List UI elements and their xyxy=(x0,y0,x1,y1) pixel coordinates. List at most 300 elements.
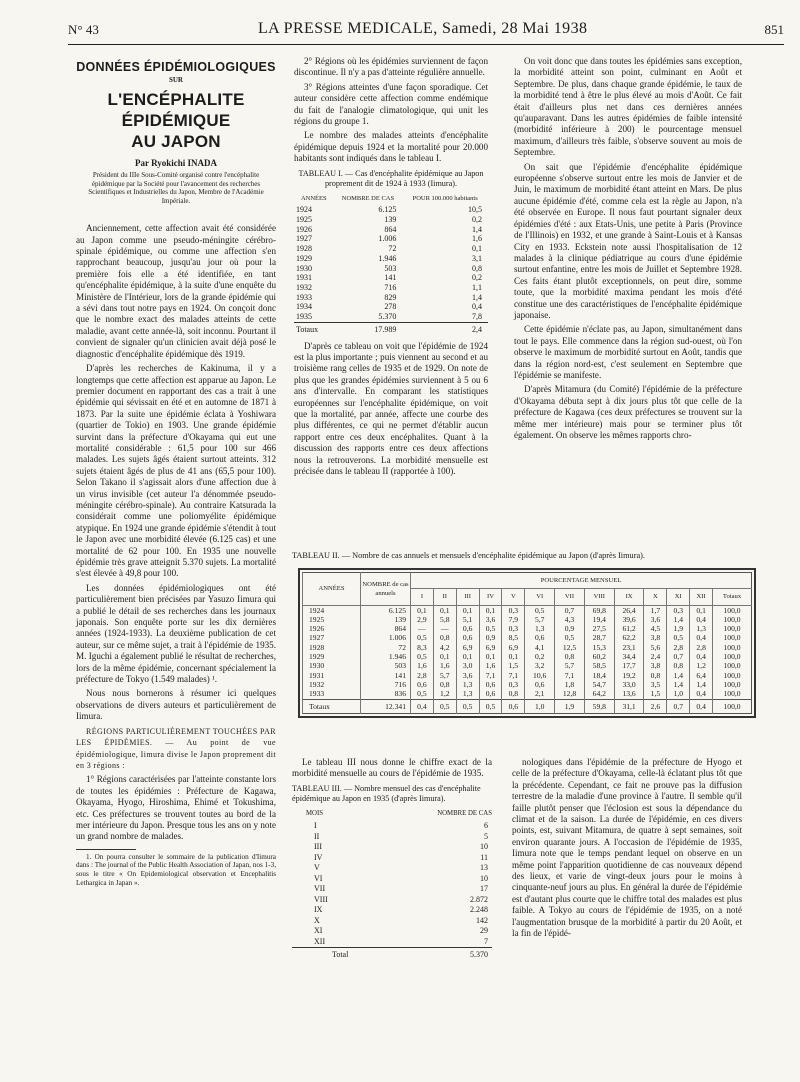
table2-pct: 39,6 xyxy=(614,615,644,624)
table2-row xyxy=(303,615,752,624)
table1-cell: 0,8 xyxy=(472,263,482,273)
table2-pct: 0,7 xyxy=(555,605,585,615)
article-title-line2: AU JAPON xyxy=(131,131,221,151)
table2-pct: 0,6 xyxy=(456,624,479,633)
table2-pct: 23,1 xyxy=(614,643,644,652)
table1-row xyxy=(294,215,488,225)
table1-total-cell: 17.989 xyxy=(334,322,403,334)
table2-pct: 0,6 xyxy=(525,680,555,689)
table2-header-cases: NOMBRE de cas annuels xyxy=(361,573,411,606)
article-author: Par Ryokichi INADA xyxy=(134,157,218,168)
table2-pct: 0,5 xyxy=(411,689,434,699)
table3-row xyxy=(292,905,492,916)
table3-month: V xyxy=(314,863,320,873)
table2-cases: 1.006 xyxy=(361,633,411,642)
table3-month: IV xyxy=(314,852,323,862)
table1-row xyxy=(294,312,488,322)
table2-total-pct: 0,7 xyxy=(667,699,690,713)
table1-cell: 139 xyxy=(384,215,397,225)
table2-pct: 10,6 xyxy=(525,671,555,680)
table3-month: XII xyxy=(314,936,326,946)
table2-frame xyxy=(298,568,756,718)
table2-year: 1932 xyxy=(303,680,361,689)
table2-year: 1930 xyxy=(303,661,361,670)
table2-pct: 3,6 xyxy=(456,671,479,680)
table2-pct: 61,2 xyxy=(614,624,644,633)
table2-pct: 0,8 xyxy=(555,652,585,661)
table2-row xyxy=(303,689,752,699)
table2-month-header: VII xyxy=(555,589,585,605)
table2-pct: 0,8 xyxy=(644,671,667,680)
table3-header: NOMBRE DE CAS xyxy=(437,809,492,817)
table2-cases: 836 xyxy=(361,689,411,699)
table3-month: VI xyxy=(314,873,323,883)
table2-pct: 0,8 xyxy=(433,633,456,642)
table3-row xyxy=(292,916,492,927)
table2-pct: 100,0 xyxy=(713,605,752,615)
table3-value: 7 xyxy=(484,936,488,946)
table1-cell: 0,4 xyxy=(472,302,482,312)
table2-header-years: ANNÉES xyxy=(303,573,361,606)
column-bottom-middle xyxy=(292,757,492,961)
table3-month: III xyxy=(314,842,322,852)
table1-cell: 0,1 xyxy=(472,244,482,254)
table2-pct: 0,4 xyxy=(690,652,713,661)
paragraph: Le nombre des malades atteints d'encéphalite épidémique depuis 1924 et la mortalité pour 20.000 habitants sont indiqués dans le tableau I. xyxy=(294,130,488,164)
table1-row xyxy=(294,244,488,254)
table2-pct: 5,7 xyxy=(555,661,585,670)
table2-pct: 0,1 xyxy=(433,605,456,615)
table2-month-header: Totaux xyxy=(713,589,752,605)
table2-row xyxy=(303,643,752,652)
table2-pct: 0,4 xyxy=(690,615,713,624)
table2-pct: 1,8 xyxy=(555,680,585,689)
table2-pct: 0,5 xyxy=(667,633,690,642)
table3-value: 5 xyxy=(484,831,488,841)
table2-pct: 0,6 xyxy=(525,633,555,642)
table2-pct: 0,5 xyxy=(525,605,555,615)
issue-number: N° 43 xyxy=(68,22,99,37)
table1-cell: 3,1 xyxy=(472,253,482,263)
table2-total-pct: 0,4 xyxy=(690,699,713,713)
table3-value: 2.248 xyxy=(470,905,488,915)
table2-pct: 4,1 xyxy=(525,643,555,652)
table2-cases: 864 xyxy=(361,624,411,633)
table2-caption: TABLEAU II. — Nombre de cas annuels et mensuels d'encéphalite épidémique au Japon (d'après Iimura). xyxy=(292,551,645,560)
table3-value: 10 xyxy=(480,842,488,852)
table3-row xyxy=(292,821,492,832)
table3-row xyxy=(292,863,492,874)
table2-total-pct: 0,6 xyxy=(502,699,525,713)
paragraph: D'après ce tableau on voit que l'épidémie de 1924 est la plus importante ; puis viennent au second et au troisième rang celles de 1935 et de 1929. On note de plus que les grandes épidémies surviennent à 5 ou 6 ans d'intervalle. En comparant les statistiques européennes sur l'encéphalite épidémique, on voit que la mortalité, par année, affecte une courbe des plus différentes, ce qui ne permet d'établir aucun rapport entre ces deux encéphalites. Quant à la discussion des rapports entre ces deux affections nous la retrouverons. La morbidité mensuelle est précisée dans le tableau II (rapportée à 100). xyxy=(294,340,488,476)
table3-row xyxy=(292,895,492,906)
paragraph: On sait que l'épidémie d'encéphalite épidémique européenne s'observe surtout entre les mois de Janvier et de Juin, le maximum de morbidité étant atteint en Mars. De plus aucune épidémie d'été, comme cela est la règle au Japon, n'a été observée en Europe. Il nous faut pourtant signaler deux épidémies d'été : aux Etats-Unis, une petite à Paris (Province de l'Illinois) en 1932, et une grande à Saint-Louis et à Kansas City en 1933. Eckstein note aussi l'hospitalisation de 12 malades à la clinique pédiatrique au cours d'une épidémie surtout enfantine, entre les mois de Juillet et Septembre 1928. Ces faits étant plutôt exceptionnels, on peut dire, somme toute, que la morbidité maxima pendant les mois d'été constitue une des caractéristiques de l'encéphalite épidémique japonaise. xyxy=(514,161,742,320)
table2-year: 1931 xyxy=(303,671,361,680)
table1-cell: 1928 xyxy=(296,244,312,254)
table3-value: 13 xyxy=(480,863,488,873)
table2-pct: 3,0 xyxy=(456,661,479,670)
table1-cell: 829 xyxy=(384,292,397,302)
table2-pct: 0,5 xyxy=(411,652,434,661)
table1-total-cell: Totaux xyxy=(294,322,334,334)
table2-total-pct: 59,8 xyxy=(584,699,614,713)
table2-pct: 54,7 xyxy=(584,680,614,689)
table1-header: POUR 100.000 habitants xyxy=(412,194,478,202)
table3-value: 2.872 xyxy=(470,894,488,904)
column-left xyxy=(76,62,276,890)
table3-month: VII xyxy=(314,884,326,894)
table2-pct: 27,5 xyxy=(584,624,614,633)
table2-pct: 0,1 xyxy=(411,605,434,615)
table2-pct: 1,4 xyxy=(667,671,690,680)
table2-total-pct: 0,4 xyxy=(411,699,434,713)
table3-caption: TABLEAU III. — Nombre mensuel des cas d'encéphalite épidémique au Japon en 1935 (d'après Iimura). xyxy=(292,783,481,803)
table2-pct: 17,7 xyxy=(614,661,644,670)
table2-pct: 1,4 xyxy=(690,680,713,689)
table2-pct: 0,9 xyxy=(555,624,585,633)
table2-row xyxy=(303,624,752,633)
table3-value: 6 xyxy=(484,821,488,831)
table1-cell: 1929 xyxy=(296,253,312,263)
table1 xyxy=(294,194,488,335)
table2-pct: 33,0 xyxy=(614,680,644,689)
table1-cell: 0,2 xyxy=(472,273,482,283)
table2-total-pct: 1,0 xyxy=(525,699,555,713)
table1-cell: 1934 xyxy=(296,302,312,312)
table1-cell: 7,8 xyxy=(472,312,482,322)
table2-pct: 3,6 xyxy=(479,615,502,624)
table2-pct: 1,3 xyxy=(456,689,479,699)
table2-pct: 60,2 xyxy=(584,652,614,661)
table2-pct: 100,0 xyxy=(713,689,752,699)
table3-month: II xyxy=(314,831,320,841)
table2-year: 1929 xyxy=(303,652,361,661)
table2-pct: 62,2 xyxy=(614,633,644,642)
column-middle xyxy=(294,56,488,480)
table2-pct: 4,3 xyxy=(555,615,585,624)
table2-pct: 28,7 xyxy=(584,633,614,642)
table2-row xyxy=(303,661,752,670)
table2-pct: 100,0 xyxy=(713,661,752,670)
table1-cell: 1935 xyxy=(296,312,312,322)
table2-pct: 0,8 xyxy=(502,689,525,699)
table2-total-pct: 0,5 xyxy=(456,699,479,713)
table1-row xyxy=(294,283,488,293)
table1-cell: 1.006 xyxy=(378,234,397,244)
table2-pct: 1,3 xyxy=(525,624,555,633)
table2-month-header: X xyxy=(644,589,667,605)
table2-pct: 1,6 xyxy=(411,661,434,670)
table2-pct: 7,1 xyxy=(502,671,525,680)
table2-pct: 3,8 xyxy=(644,633,667,642)
paragraph: Les données épidémiologiques ont été particulièrement bien précisées par Yasuzo Iimura qui a publié le détail de ses recherches dans les journaux japonais. Son enquête porte sur les dix dernières années (1924-1933). La deuxième publication de cet auteur, sur ce même sujet, a trait à l'épidémie de 1935. M. Iguchi a également publié le résultat de recherches, lors de la même épidémie, concernant spécialement la préfecture de Tokyo (1.549 malades) ¹. xyxy=(76,582,276,685)
table2-pct: 0,5 xyxy=(479,624,502,633)
table2-pct: 19,4 xyxy=(584,615,614,624)
table2-pct: 2,4 xyxy=(644,652,667,661)
table2-cases: 139 xyxy=(361,615,411,624)
table1-row xyxy=(294,302,488,312)
table1-cell: 1925 xyxy=(296,215,312,225)
table2-pct: 1,4 xyxy=(667,615,690,624)
table2-pct: 0,7 xyxy=(667,652,690,661)
table2-pct: 1,5 xyxy=(502,661,525,670)
table2-pct: 2,9 xyxy=(411,615,434,624)
table2-pct: 3,2 xyxy=(525,661,555,670)
table1-cell: 1,4 xyxy=(472,224,482,234)
table2-pct: 1,3 xyxy=(456,680,479,689)
table2-pct: 1,2 xyxy=(690,661,713,670)
table1-cell: 1933 xyxy=(296,292,312,302)
table2 xyxy=(302,572,752,714)
table2-year: 1928 xyxy=(303,643,361,652)
table2-month-header: VIII xyxy=(584,589,614,605)
table2-total-cases: 12.341 xyxy=(361,699,411,713)
table2-row xyxy=(303,633,752,642)
table1-caption: TABLEAU I. — Cas d'encéphalite épidémique au Japon proprement dit de 1924 à 1933 (Iimura). xyxy=(298,168,484,188)
table2-pct: 0,6 xyxy=(479,689,502,699)
table2-month-header: I xyxy=(411,589,434,605)
column-bottom-right xyxy=(512,757,742,943)
table1-cell: 1932 xyxy=(296,282,312,292)
table2-pct: 0,3 xyxy=(502,605,525,615)
author-affiliation: Président du IIIe Sous-Comité organisé contre l'encéphalite épidémique par la Société pour l'avancement des recherches Scientifiques et Industrielles du Japon, Membre de l'Académie Impériale. xyxy=(88,171,264,205)
table1-row xyxy=(294,293,488,303)
table3-month: X xyxy=(314,915,320,925)
table3-header: MOIS xyxy=(306,809,323,817)
table1-total-cell: 2,4 xyxy=(402,322,488,334)
table3-value: 11 xyxy=(480,852,488,862)
table2-pct: 0,1 xyxy=(479,605,502,615)
table2-month-header: IX xyxy=(614,589,644,605)
table2-cases: 72 xyxy=(361,643,411,652)
table2-month-header: XI xyxy=(667,589,690,605)
table2-year: 1926 xyxy=(303,624,361,633)
table2-pct: 0,9 xyxy=(479,633,502,642)
table2-pct: 0,1 xyxy=(502,652,525,661)
table2-pct: 100,0 xyxy=(713,680,752,689)
table3-row xyxy=(292,832,492,843)
table2-total-pct: 1,9 xyxy=(555,699,585,713)
table3-value: 29 xyxy=(480,926,488,936)
table2-pct: 0,3 xyxy=(502,680,525,689)
table1-row xyxy=(294,205,488,215)
paragraph: 1° Régions caractérisées par l'atteinte constante lors de toutes les épidémies : Préfecture de Kagawa, Okayama, Hyogo, Hiroshima, Ehimé et Tokushima, etc. Ces préfectures se trouvent toutes au bord de la mer intérieure du Japon. Presque tous les ans on y note un grand nombre de malades. xyxy=(76,774,276,842)
table2-header-pct: POURCENTAGE MENSUEL xyxy=(411,573,752,589)
running-head xyxy=(68,18,784,42)
table2-pct: 1,4 xyxy=(667,680,690,689)
table3-month: VIII xyxy=(314,894,328,904)
table2-cases: 1.946 xyxy=(361,652,411,661)
paragraph: 2° Régions où les épidémies surviennent de façon discontinue. Il n'y a pas d'atteinte régulière annuelle. xyxy=(294,56,488,78)
table3-total-label: Total xyxy=(292,948,393,961)
table3-row xyxy=(292,926,492,937)
table1-cell: 1924 xyxy=(296,205,312,215)
column-right xyxy=(514,56,742,444)
table2-pct: 1,3 xyxy=(690,624,713,633)
journal-title: LA PRESSE MEDICALE, Samedi, 28 Mai 1938 xyxy=(258,20,588,37)
table2-row xyxy=(303,605,752,615)
table2-total-label: Totaux xyxy=(303,699,361,713)
header-rule xyxy=(68,44,784,45)
table3-month: I xyxy=(314,821,317,831)
paragraph: Cette épidémie n'éclate pas, au Japon, simultanément dans tout le pays. Elle commence dans la région sud-ouest, où l'on observe le maximum de morbidité surtout en Août, tandis que dans la région nord-est, c'est seulement en Septembre que l'épidémie se manifeste. xyxy=(514,324,742,380)
table1-cell: 141 xyxy=(384,273,397,283)
table2-pct: 5,8 xyxy=(433,615,456,624)
table2-pct: 13,6 xyxy=(614,689,644,699)
table2-year: 1924 xyxy=(303,605,361,615)
table2-pct: 1,5 xyxy=(644,689,667,699)
table2-pct: 2,1 xyxy=(525,689,555,699)
table1-cell: 1931 xyxy=(296,273,312,283)
paragraph: 3° Régions atteintes d'une façon sporadique. Cet auteur considère cette affection comme endémique du fait de l'analogie climatologique, qui unit les régions du groupe 1. xyxy=(294,81,488,127)
table2-pct: 0,5 xyxy=(411,633,434,642)
article-kicker: DONNÉES ÉPIDÉMIOLOGIQUES xyxy=(76,60,276,74)
table2-total-pct: 31,1 xyxy=(614,699,644,713)
table2-pct: 3,6 xyxy=(644,615,667,624)
table2-pct: 5,6 xyxy=(644,643,667,652)
table1-row xyxy=(294,254,488,264)
table2-pct: 12,5 xyxy=(555,643,585,652)
table3-row xyxy=(292,884,492,895)
table2-year: 1927 xyxy=(303,633,361,642)
table2-pct: 3,8 xyxy=(644,661,667,670)
table2-pct: 34,4 xyxy=(614,652,644,661)
page-number: 851 xyxy=(764,22,784,37)
table3 xyxy=(292,809,492,961)
table1-total-row xyxy=(294,322,488,334)
table1-row xyxy=(294,225,488,235)
table2-pct: 1,2 xyxy=(433,689,456,699)
table2-pct: 4,2 xyxy=(433,643,456,652)
table2-pct: 100,0 xyxy=(713,633,752,642)
table3-row xyxy=(292,853,492,864)
table2-pct: 6,9 xyxy=(502,643,525,652)
table2-pct: 100,0 xyxy=(713,671,752,680)
table3-total-row xyxy=(292,948,492,961)
table3-month: XI xyxy=(314,926,323,936)
table3-value: 17 xyxy=(480,884,488,894)
table2-cases: 503 xyxy=(361,661,411,670)
table1-cell: 10,5 xyxy=(468,205,482,215)
table1-cell: 5.370 xyxy=(378,312,397,322)
table2-month-header: III xyxy=(456,589,479,605)
table1-cell: 716 xyxy=(384,282,397,292)
table2-pct: 8,3 xyxy=(411,643,434,652)
table1-cell: 1927 xyxy=(296,234,312,244)
paragraph: nologiques dans l'épidémie de la préfecture de Hyogo et celle de la préfecture d'Okayama, celle-là éclatant plus tôt que la précédente. Cependant, ce fait ne prouve pas la diffusion terrestre de la maladie d'une province à l'autre. Il semble qu'il faille plutôt penser que l'éclosion est sous la dépendance du climat et de la saison. La durée de l'épidémie, en ces divers points, est, suivant Mitamura, de quatre à sept semaines, soit environ quarante jours. A l'occasion de l'épidémie de 1935, Iimura note que le temps pendant lequel on observe en un même point l'apparition quotidienne de cas nouveaux dépend des lieux, et varie de vingt-deux jours pour le moins à cinquante-neuf jours au plus. En général la durée de l'épidémie est d'autant plus courte que le chiffre total des malades est plus faible. A Tokyo au cours de l'épidémie de 1935, on a noté l'augmentation brusque de la morbidité à partir du 20 Août, et la fin de l'épidé- xyxy=(512,757,742,939)
footnote-rule xyxy=(76,849,136,850)
table1-cell: 1926 xyxy=(296,224,312,234)
table2-row xyxy=(303,671,752,680)
table2-year: 1925 xyxy=(303,615,361,624)
table2-pct: 1,6 xyxy=(479,661,502,670)
paragraph: On voit donc que dans toutes les épidémies sans exception, la morbidité atteint son point, culminant en Août et Septembre. De plus, dans chaque grande épidémie, le taux de la morbidité tend à être le plus élevé au mois d'Août. Ce fait était d'ailleurs plus net dans ces dernières années qu'auparavant. Dans les autres épidémies de faible intensité (morbidité inférieure à 200) le pourcentage mensuel maximum, d'ailleurs très faible, s'observe souvent au mois de Septembre. xyxy=(514,56,742,158)
table1-header: ANNÉES xyxy=(300,194,327,202)
table2-pct: 2,8 xyxy=(690,643,713,652)
table2-pct: 7,1 xyxy=(479,671,502,680)
table2-pct: 0,1 xyxy=(433,652,456,661)
table1-cell: 0,2 xyxy=(472,215,482,225)
table1-row xyxy=(294,264,488,274)
table2-pct: 12,8 xyxy=(555,689,585,699)
table2-pct: 0,2 xyxy=(525,652,555,661)
table2-pct: 19,2 xyxy=(614,671,644,680)
table2-pct: — xyxy=(433,624,456,633)
table1-cell: 1,6 xyxy=(472,234,482,244)
table2-total-pct: 0,5 xyxy=(433,699,456,713)
table3-row xyxy=(292,937,492,948)
table2-total-pct: 2,6 xyxy=(644,699,667,713)
table3-value: 142 xyxy=(476,915,488,925)
table1-cell: 1.946 xyxy=(378,253,397,263)
table1-cell: 1930 xyxy=(296,263,312,273)
table2-pct: 0,1 xyxy=(479,652,502,661)
table2-pct: 0,1 xyxy=(690,605,713,615)
table2-pct: 100,0 xyxy=(713,652,752,661)
table2-cases: 716 xyxy=(361,680,411,689)
table1-cell: 1,1 xyxy=(472,282,482,292)
table2-pct: 1,0 xyxy=(667,689,690,699)
table1-cell: 278 xyxy=(384,302,397,312)
table2-month-header: VI xyxy=(525,589,555,605)
table2-pct: 58,5 xyxy=(584,661,614,670)
table2-pct: 0,8 xyxy=(433,680,456,689)
table2-pct: 0,8 xyxy=(667,661,690,670)
article-sur: SUR xyxy=(168,76,183,85)
table2-pct: 0,3 xyxy=(502,624,525,633)
paragraph: Anciennement, cette affection avait été considérée au Japon comme une pseudo-méningite cérébro-spinale épidémique, ou comme une affection s'en rapprochant beaucoup, jusqu'au jour où pour la première fois elle a été identifiée, en tant qu'encéphalite épidémique, à la suite d'une enquête du Ministère de l'Intérieur, lors de la grande épidémie qui a sévi dans tout notre pays en 1924. On conçoit donc que le nombre exact des malades atteints de cette maladie, avant cette année-là, soit inconnu. Pourtant il convient de signaler qu'un clinicien avait déjà posé le diagnostic d'encéphalite épidémique dès 1919. xyxy=(76,223,276,359)
table2-pct: 5,7 xyxy=(525,615,555,624)
table2-pct: 1,7 xyxy=(644,605,667,615)
table2-pct: 100,0 xyxy=(713,615,752,624)
table2-pct: 2,8 xyxy=(667,643,690,652)
section-heading: RÉGIONS PARTICULIÈREMENT TOUCHÉES PAR LES ÉPIDÉMIES. — Au point de vue épidémiologique, Iimura divise le Japon proprement dit en 3 régions : xyxy=(76,726,276,770)
table2-pct: 64,2 xyxy=(584,689,614,699)
table2-pct: 7,9 xyxy=(502,615,525,624)
table1-header: NOMBRE DE CAS xyxy=(341,194,395,202)
table1-cell: 864 xyxy=(384,224,397,234)
table3-row xyxy=(292,874,492,885)
paragraph: Le tableau III nous donne le chiffre exact de la morbidité mensuelle au cours de l'épidémie de 1935. xyxy=(292,757,492,779)
table2-pct: 15,3 xyxy=(584,643,614,652)
table2-total-pct: 0,5 xyxy=(479,699,502,713)
table2-pct: 3,5 xyxy=(644,680,667,689)
table2-year: 1933 xyxy=(303,689,361,699)
table2-pct: 6,4 xyxy=(690,671,713,680)
table2-pct: 1,6 xyxy=(433,661,456,670)
table2-month-header: XII xyxy=(690,589,713,605)
table2-pct: 7,1 xyxy=(555,671,585,680)
table2-pct: 4,5 xyxy=(644,624,667,633)
table2-cases: 6.125 xyxy=(361,605,411,615)
table3-total-value: 5.370 xyxy=(393,948,492,961)
table1-row xyxy=(294,234,488,244)
table3-row xyxy=(292,842,492,853)
paragraph: Nous nous bornerons à résumer ici quelques observations de divers auteurs et particulièrement de Iimura. xyxy=(76,688,276,722)
table2-pct: 6,9 xyxy=(456,643,479,652)
table1-row xyxy=(294,273,488,283)
table2-pct: 1,9 xyxy=(667,624,690,633)
table1-cell: 6.125 xyxy=(378,205,397,215)
table2-pct: 2,8 xyxy=(411,671,434,680)
table2-pct: 0,6 xyxy=(456,633,479,642)
table2-pct: 0,3 xyxy=(667,605,690,615)
table1-cell: 503 xyxy=(384,263,397,273)
table2-pct: 0,5 xyxy=(555,633,585,642)
table1-cell: 1,4 xyxy=(472,292,482,302)
paragraph: D'après Mitamura (du Comité) l'épidémie de la préfecture d'Okayama débuta sept à dix jours plus tôt que celle de la préfecture de Kagawa (ces deux préfectures se trouvent sur la même mer intérieure) mais pour se terminer plus tôt également. On observe les mêmes rapports chro- xyxy=(514,384,742,440)
table2-pct: 0,6 xyxy=(411,680,434,689)
